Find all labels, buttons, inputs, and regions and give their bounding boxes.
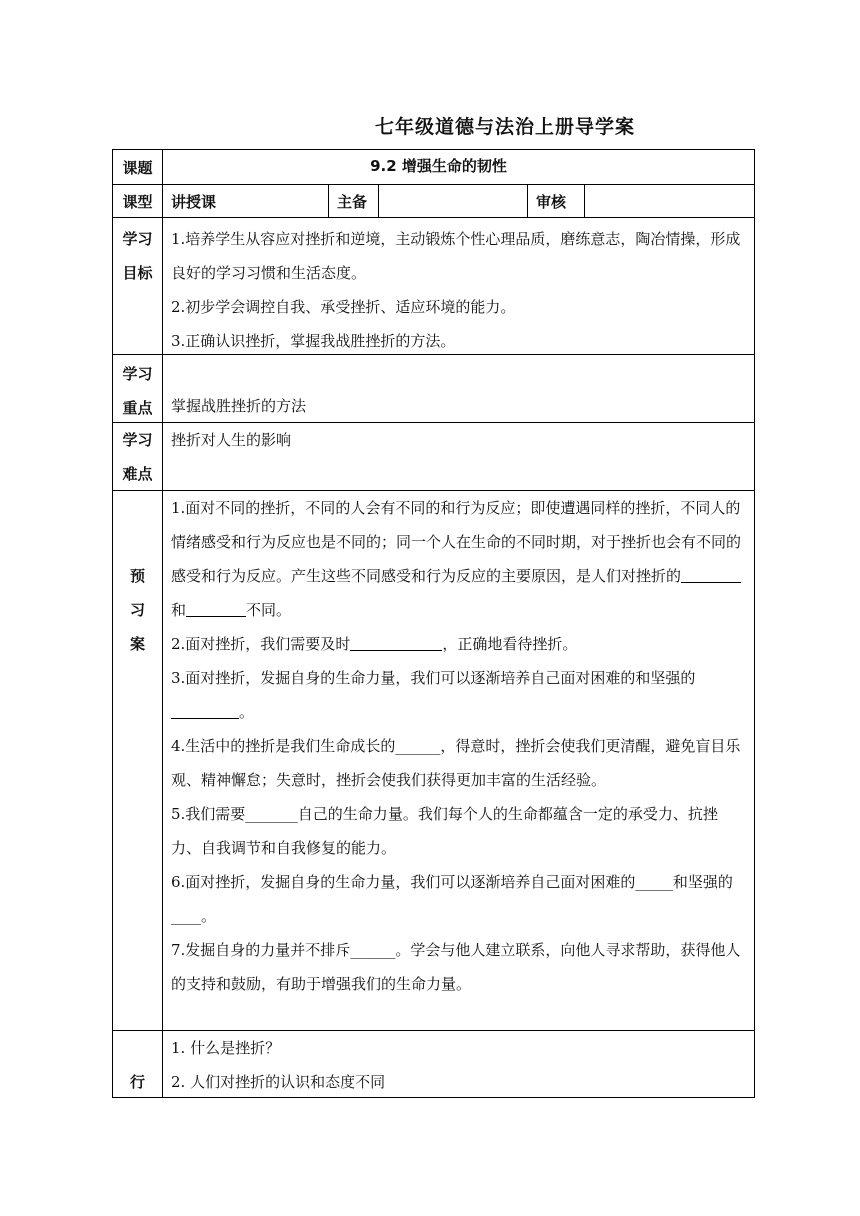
preview-label-2: 习 xyxy=(129,601,145,619)
goals-label-1: 学习 xyxy=(122,230,153,248)
lesson-plan-table xyxy=(112,149,755,1098)
blank xyxy=(681,562,741,583)
goal-item: 1.培养学生从容应对挫折和逆境，主动锻炼个性心理品质，磨练意志，陶冶情操，形成良好的学习习惯和生活态度。 xyxy=(171,230,741,282)
preview-question-6: 6.面对挫折，发掘自身的生命力量，我们可以逐渐培养自己面对困难的_____和坚强的____。 xyxy=(171,873,733,925)
goals-content xyxy=(163,218,754,354)
preview-content xyxy=(163,491,754,1030)
type-row xyxy=(112,184,755,217)
blank xyxy=(186,596,246,617)
goal-item: 2.初步学会调控自我、承受挫折、适应环境的能力。 xyxy=(171,298,516,316)
difficult-label-1: 学习 xyxy=(122,431,153,449)
action-content xyxy=(163,1031,754,1097)
topic-label: 课题 xyxy=(113,150,163,184)
preview-question-5: 5.我们需要_______自己的生命力量。我们每个人的生命都蕴含一定的承受力、抗挫力、自我调节和自我修复的能力。 xyxy=(171,805,718,857)
goals-label xyxy=(113,218,163,354)
review-label: 审核 xyxy=(528,185,585,217)
key-row xyxy=(112,354,755,422)
type-value: 讲授课 xyxy=(163,185,329,217)
review-value xyxy=(585,185,754,217)
goals-row xyxy=(112,217,755,354)
preview-question-4: 4.生活中的挫折是我们生命成长的______，得意时，挫折会使我们更清醒，避免盲目乐观、精神懈怠；失意时，挫折会使我们获得更加丰富的生活经验。 xyxy=(171,737,741,789)
preview-label-1: 预 xyxy=(129,567,145,585)
host-label: 主备 xyxy=(329,185,379,217)
preview-row xyxy=(112,490,755,1030)
goals-label-2: 目标 xyxy=(122,264,153,282)
difficult-value: 挫折对人生的影响 xyxy=(171,431,292,449)
preview-question-2: 2.面对挫折，我们需要及时 ，正确地看待挫折。 xyxy=(171,627,746,661)
blank xyxy=(171,698,239,719)
key-label-2: 重点 xyxy=(122,399,153,417)
key-label xyxy=(113,355,163,422)
preview-question-1: 1.面对不同的挫折，不同的人会有不同的和行为反应；即使遭遇同样的挫折，不同人的情绪感受和行为反应也是不同的；同一个人在生命的不同时期，对于挫折也会有不同的感受和行为反应。产生这些不同感受和行为反应的主要原因，是人们对挫折的和 不同。 xyxy=(171,499,742,619)
preview-question-7: 7.发掘自身的力量并不排斥______。学会与他人建立联系，向他人寻求帮助，获得他人的支持和鼓励，有助于增强我们的生命力量。 xyxy=(171,941,741,993)
preview-label xyxy=(113,491,163,1030)
host-value xyxy=(379,185,528,217)
preview-question-3: 3.面对挫折，发掘自身的生命力量，我们可以逐渐培养自己面对困难的和坚强的。 xyxy=(171,669,696,721)
difficult-row xyxy=(112,422,755,490)
action-item: 1. 什么是挫折？ xyxy=(171,1039,281,1057)
type-label: 课型 xyxy=(113,185,163,217)
key-label-1: 学习 xyxy=(122,365,153,383)
goal-item: 3.正确认识挫折，掌握我战胜挫折的方法。 xyxy=(171,332,456,350)
difficult-label xyxy=(113,423,163,490)
preview-label-3: 案 xyxy=(129,635,145,653)
action-item: 2. 人们对挫折的认识和态度不同 xyxy=(171,1073,386,1091)
topic-value: 9.2 增强生命的韧性 xyxy=(370,157,507,175)
action-label: 行 xyxy=(113,1031,163,1097)
document-title: 七年级道德与法治上册导学案 xyxy=(374,116,635,138)
action-row xyxy=(112,1030,755,1098)
difficult-label-2: 难点 xyxy=(122,465,153,483)
topic-row xyxy=(112,149,755,184)
key-value: 掌握战胜挫折的方法 xyxy=(171,397,307,415)
blank xyxy=(350,630,442,651)
